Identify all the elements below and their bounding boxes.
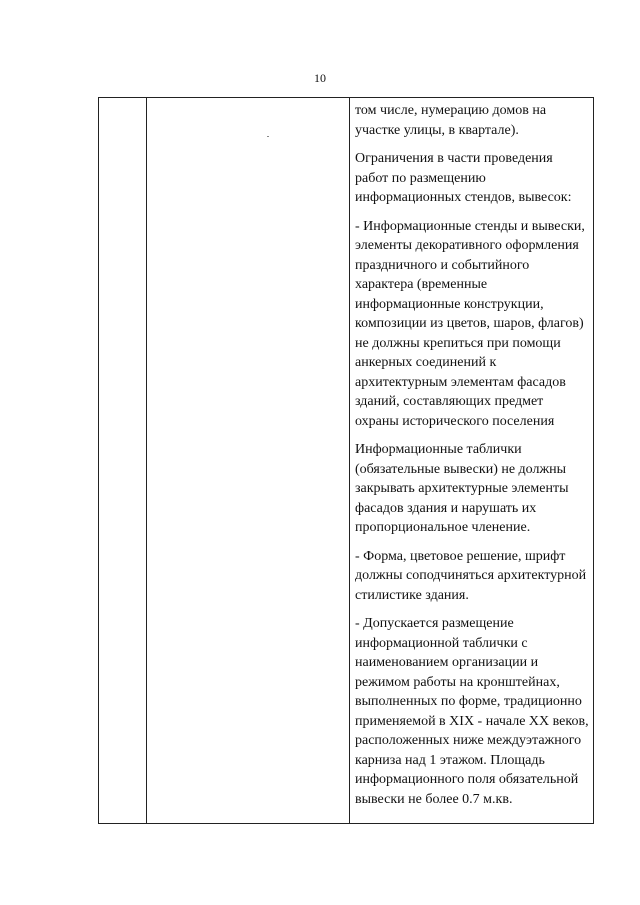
paragraph-bracket-signs: - Допускается размещение информационной таблички с наименованием организации и режимом работы на кронштейнах, выполненных по форме, традиционно применяемой в XIX - начале XX веков, расположенных ниже междуэтажного карниза над 1 этажом. Площадь информационного поля обязательной вывески не более 0.7 м.кв. [355, 616, 589, 807]
paragraph-house-numbering: том числе, нумерацию домов на участке улицы, в квартале). [355, 103, 547, 138]
table-column-3 [350, 98, 593, 823]
paragraph-restrictions-heading: Ограничения в части проведения работ по размещению информационных стендов, вывесок: [355, 151, 572, 205]
paragraph-mandatory-signs: Информационные таблички (обязательные вывески) не должны закрывать архитектурные элементы фасадов здания и нарушать их пропорциональное членение. [355, 442, 569, 535]
document-table [98, 97, 594, 824]
table-column-1 [99, 98, 147, 823]
scan-mark [267, 136, 269, 137]
paragraph-style-subordination: - Форма, цветовое решение, шрифт должны соподчиняться архитектурной стилистике здания. [355, 548, 587, 603]
paragraph-anchor-restriction: - Информационные стенды и вывески, элементы декоративного оформления праздничного и событийного характера (временные информационные конструкции, композиции из цветов, шаров, флагов) не должны крепиться при помощи анкерных соединений к архитектурным элементам фасадов зданий, составляющих предмет охраны исторического поселения [355, 218, 585, 429]
table-column-2 [147, 98, 350, 823]
page-number: 10 [314, 71, 326, 85]
